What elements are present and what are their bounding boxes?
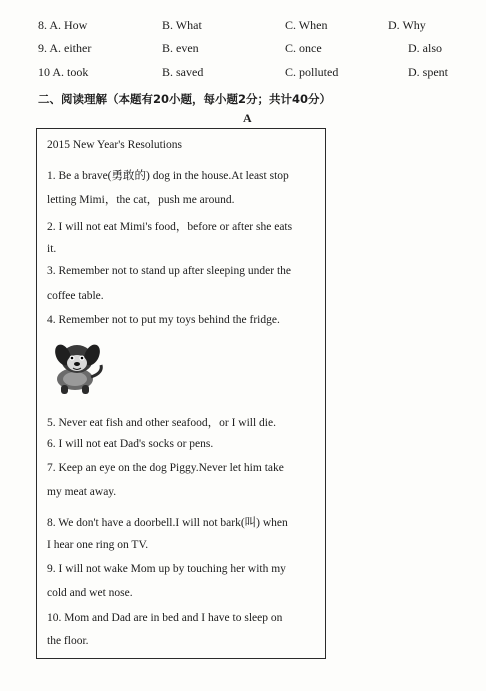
option-text: B. What <box>162 18 202 32</box>
passage-line: 2. I will not eat Mimi's food，before or after she eats <box>47 221 293 233</box>
option-text: B. saved <box>162 65 204 79</box>
passage-title: 2015 New Year's Resolutions <box>47 139 182 151</box>
dog-illustration <box>47 337 109 397</box>
passage-line: 5. Never eat fish and other seafood，or I will die. <box>47 417 276 429</box>
passage-line: 1. Be a brave(勇敢的) dog in the house.At least stop <box>47 170 289 182</box>
option-text: B. even <box>162 41 199 55</box>
passage-box <box>36 128 326 659</box>
passage-line: letting Mimi，the cat，push me around. <box>47 194 235 206</box>
passage-line: 9. I will not wake Mom up by touching her with my <box>47 563 286 575</box>
passage-line: it. <box>47 243 57 255</box>
option-text: D. Why <box>388 18 426 32</box>
passage-line: I hear one ring on TV. <box>47 539 149 551</box>
option-text: C. When <box>285 18 328 32</box>
passage-label: A <box>243 111 252 125</box>
options-row-8 <box>0 18 486 36</box>
option-text: D. spent <box>408 65 448 79</box>
passage-line: my meat away. <box>47 486 117 498</box>
passage-line: coffee table. <box>47 290 104 302</box>
passage-line: 4. Remember not to put my toys behind the fridge. <box>47 314 280 326</box>
passage-line: 10. Mom and Dad are in bed and I have to sleep on <box>47 612 283 624</box>
passage-line: 6. I will not eat Dad's socks or pens. <box>47 438 214 450</box>
option-text: C. once <box>285 41 322 55</box>
passage-line: cold and wet nose. <box>47 587 133 599</box>
passage-line: 8. We don't have a doorbell.I will not bark(叫) when <box>47 517 288 529</box>
option-text: 8. A. How <box>38 18 88 32</box>
option-text: 9. A. either <box>38 41 92 55</box>
passage-line: the floor. <box>47 635 89 647</box>
option-text: C. polluted <box>285 65 339 79</box>
option-text: D. also <box>408 41 442 55</box>
passage-line: 3. Remember not to stand up after sleeping under the <box>47 265 291 277</box>
options-row-9 <box>0 41 486 59</box>
options-row-10 <box>0 65 486 83</box>
option-text: 10 A. took <box>38 65 89 79</box>
section-heading: 二、阅读理解（本题有20小题，每小题2分；共计40分） <box>38 92 332 106</box>
passage-line: 7. Keep an eye on the dog Piggy.Never let him take <box>47 462 284 474</box>
